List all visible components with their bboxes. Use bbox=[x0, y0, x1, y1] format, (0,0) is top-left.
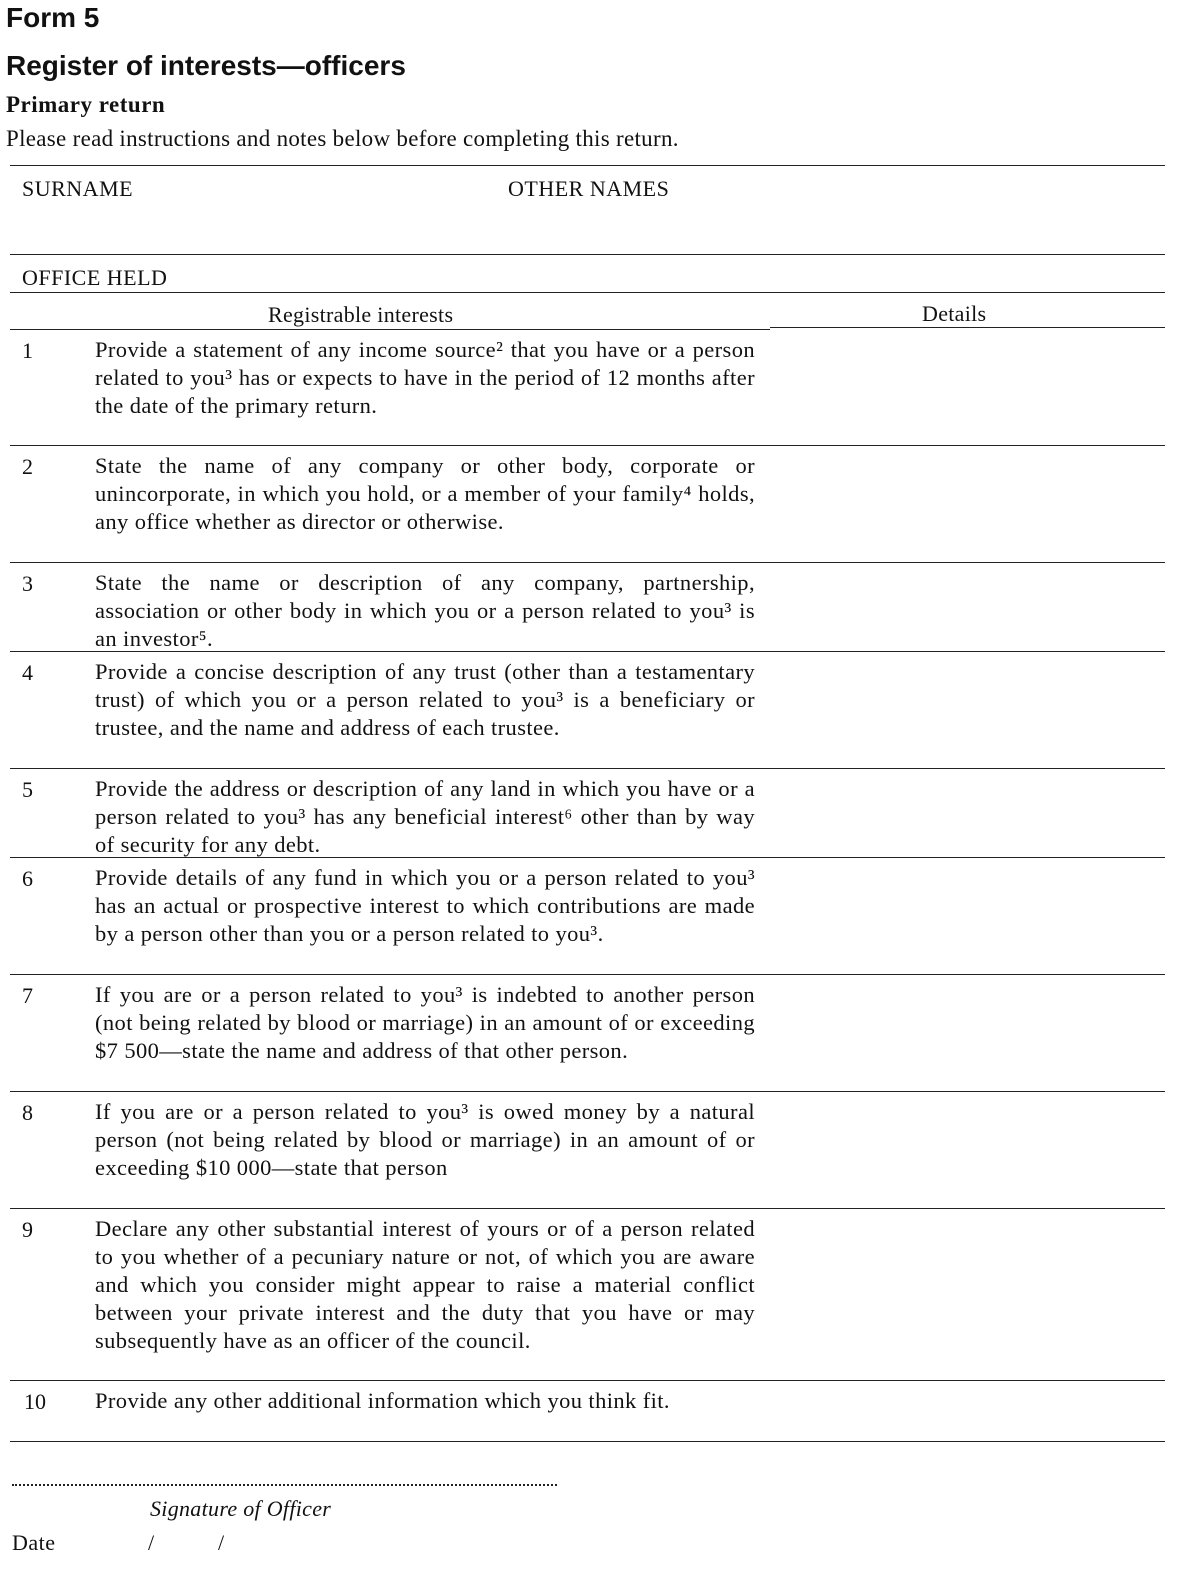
signature-line[interactable] bbox=[12, 1462, 557, 1486]
rule-row-6 bbox=[10, 974, 1165, 975]
other-names-label: OTHER NAMES bbox=[508, 176, 670, 201]
row-number: 6 bbox=[22, 866, 33, 891]
row-number: 1 bbox=[22, 338, 33, 363]
row-text: If you are or a person related to you³ is owed money by a natural person (not being related by blood or marriage) in an amount of or exceeding $10 000—state that person bbox=[95, 1099, 755, 1180]
details-field-10[interactable] bbox=[770, 1383, 1165, 1440]
form-subtitle: Primary return bbox=[6, 92, 166, 117]
interest-row-10 bbox=[10, 1383, 1165, 1440]
interest-row-5 bbox=[10, 771, 1165, 856]
rule-row-5 bbox=[10, 857, 1165, 858]
details-field-7[interactable] bbox=[770, 977, 1165, 1090]
instructions-text: Please read instructions and notes below before completing this return. bbox=[6, 126, 679, 151]
rule-row-3 bbox=[10, 651, 1165, 652]
details-field-4[interactable] bbox=[770, 654, 1165, 767]
rule-header-left bbox=[10, 329, 770, 330]
surname-field[interactable] bbox=[10, 166, 490, 254]
interest-row-2 bbox=[10, 448, 1165, 561]
rule-row-10 bbox=[10, 1441, 1165, 1442]
date-label: Date bbox=[12, 1530, 56, 1555]
rule-office bbox=[10, 292, 1165, 293]
rule-row-7 bbox=[10, 1091, 1165, 1092]
row-text: Declare any other substantial interest of yours or of a person related to you whether of a pecuniary nature or not, of which you are aware and which you consider might appear to raise a material conflict between your private interest and the duty that you have or may subsequently have as an officer of the council. bbox=[95, 1216, 755, 1353]
row-number: 7 bbox=[22, 983, 33, 1008]
row-number: 10 bbox=[24, 1389, 46, 1414]
rule-row-8 bbox=[10, 1208, 1165, 1209]
row-text: Provide a concise description of any trust (other than a testamentary trust) of which you or a person related to you³ is a beneficiary or trustee, and the name and address of each trustee. bbox=[95, 659, 755, 740]
interest-row-1 bbox=[10, 332, 1165, 444]
interest-row-3 bbox=[10, 565, 1165, 650]
rule-row-4 bbox=[10, 768, 1165, 769]
row-text: Provide a statement of any income source² that you have or a person related to you³ has or expects to have in the period of 12 months after the date of the primary return. bbox=[95, 337, 755, 418]
rule-row-9 bbox=[10, 1380, 1165, 1381]
rule-row-2 bbox=[10, 562, 1165, 563]
surname-label: SURNAME bbox=[22, 176, 134, 201]
row-text: Provide any other additional information which you think fit. bbox=[95, 1388, 670, 1413]
row-number: 9 bbox=[22, 1217, 33, 1242]
form-number: Form 5 bbox=[6, 2, 100, 33]
rule-header-right bbox=[770, 327, 1165, 328]
details-field-8[interactable] bbox=[770, 1094, 1165, 1207]
date-separator-1: / bbox=[148, 1530, 155, 1555]
date-separator-2: / bbox=[218, 1530, 225, 1555]
row-number: 5 bbox=[22, 777, 33, 802]
row-text: State the name or description of any company, partnership, association or other body in which you or a person related to you³ is an investor⁵. bbox=[95, 570, 755, 651]
signature-label: Signature of Officer bbox=[150, 1496, 332, 1521]
date-field[interactable] bbox=[100, 1530, 270, 1562]
interest-row-8 bbox=[10, 1094, 1165, 1207]
form-title: Register of interests—officers bbox=[6, 50, 406, 81]
row-text: State the name of any company or other body, corporate or unincorporate, in which you hold, or a member of your family⁴ holds, any office whether as director or otherwise. bbox=[95, 453, 755, 534]
rule-names bbox=[10, 254, 1165, 255]
row-text: If you are or a person related to you³ is indebted to another person (not being related by blood or marriage) in an amount of or exceeding $7 500—state the name and address of that other person. bbox=[95, 982, 755, 1063]
row-text: Provide details of any fund in which you or a person related to you³ has an actual or prospective interest to which contributions are made by a person other than you or a person related to you³. bbox=[95, 865, 755, 946]
details-field-5[interactable] bbox=[770, 771, 1165, 856]
details-field-2[interactable] bbox=[770, 448, 1165, 561]
details-field-1[interactable] bbox=[770, 332, 1165, 444]
row-text: Provide the address or description of any land in which you have or a person related to you³ has any beneficial interest⁶ other than by way of security for any debt. bbox=[95, 776, 755, 857]
details-field-3[interactable] bbox=[770, 565, 1165, 650]
column-header-interests: Registrable interests bbox=[268, 302, 454, 327]
office-held-label: OFFICE HELD bbox=[22, 265, 168, 290]
office-held-field[interactable] bbox=[220, 256, 1165, 290]
row-number: 8 bbox=[22, 1100, 33, 1125]
interest-row-6 bbox=[10, 860, 1165, 973]
row-number: 2 bbox=[22, 454, 33, 479]
details-field-6[interactable] bbox=[770, 860, 1165, 973]
other-names-field[interactable] bbox=[500, 166, 1165, 254]
details-field-9[interactable] bbox=[770, 1211, 1165, 1380]
row-number: 3 bbox=[22, 571, 33, 596]
interest-row-4 bbox=[10, 654, 1165, 767]
interest-row-9 bbox=[10, 1211, 1165, 1380]
rule-row-1 bbox=[10, 445, 1165, 446]
row-number: 4 bbox=[22, 660, 33, 685]
column-header-details: Details bbox=[922, 301, 987, 326]
interest-row-7 bbox=[10, 977, 1165, 1090]
